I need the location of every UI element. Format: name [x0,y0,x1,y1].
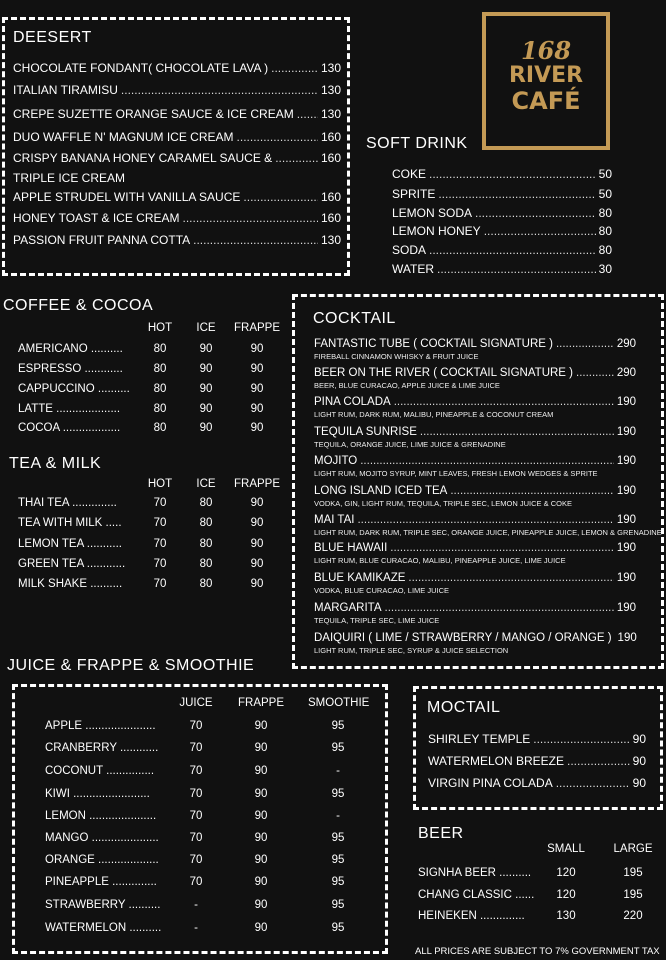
price-cell: 120 [556,867,576,879]
price-cell: 95 [331,922,345,934]
price-cell: 70 [189,876,203,888]
item-name: COKE [392,167,427,181]
leader-dots [556,338,614,350]
item-name: TRIPLE ICE CREAM [13,171,126,185]
price-cell: 90 [254,788,268,800]
dessert-title: DEESERT [13,29,92,46]
price-cell: 70 [189,720,203,732]
leader-dots [429,243,596,257]
tea-item: THAI TEA .............. [18,497,117,509]
soft-drink-item [392,187,612,201]
price-cell: 80 [153,403,167,415]
beer-item: CHANG CLASSIC ...... [418,889,535,901]
price-cell: 80 [199,538,213,550]
price-cell: - [194,899,198,911]
cocktail-item [314,367,636,379]
leader-dots [183,211,318,225]
cocktail-item [314,396,636,408]
cocktail-item [314,455,636,467]
moctail-title: MOCTAIL [427,699,501,716]
juice-item: COCONUT ............... [45,765,155,777]
price-cell: 220 [623,910,643,922]
logo-cafe: CAFÉ [511,87,581,115]
item-name: DAIQUIRI ( LIME / STRAWBERRY / MANGO / ORANGE ) [314,632,612,644]
item-price: 90 [632,732,646,746]
coffee-title: COFFEE & COCOA [3,297,154,314]
item-price: 90 [632,754,646,768]
cocktail-item [314,338,636,350]
item-price: 160 [320,211,341,225]
leader-dots [243,190,318,204]
cocktail-ingredients: LIGHT RUM, TRIPLE SEC, SYRUP & JUICE SELECTION [314,646,509,655]
dessert-item [13,61,341,75]
price-cell: 70 [189,832,203,844]
cocktail-ingredients: LIGHT RUM, MOJITO SYRUP, MINT LEAVES, FRESH LEMON WEDGES & SPRITE [314,469,598,478]
item-name: PINA COLADA [314,396,391,408]
price-cell: 90 [254,922,268,934]
item-price: 50 [598,187,612,201]
price-cell: 90 [254,810,268,822]
item-name: CRISPY BANANA HONEY CARAMEL SAUCE & [13,151,273,165]
item-price: 190 [616,455,636,467]
cocktail-ingredients: FIREBALL CINNAMON WHISKY & FRUIT JUICE [314,352,479,361]
cocktail-ingredients: VODKA, GIN, LIGHT RUM, TEQUILA, TRIPLE SEC, LEMON JUICE & COKE [314,499,572,508]
price-cell: - [194,922,198,934]
price-cell: 80 [153,363,167,375]
soft-drink-item [392,243,612,257]
item-price: 190 [616,572,636,584]
leader-dots [567,754,630,768]
price-cell: 90 [250,538,264,550]
price-cell: 90 [250,383,264,395]
item-name: PASSION FRUIT PANNA COTTA [13,233,191,247]
leader-dots [450,485,613,497]
beer-title: BEER [418,825,464,842]
leader-dots [556,776,630,790]
juice-item: LEMON ..................... [45,810,157,822]
item-price: 80 [598,224,612,238]
leader-dots [385,602,614,614]
item-name: WATERMELON BREEZE [428,754,565,768]
dessert-item [13,233,341,247]
column-header: LARGE [613,843,653,855]
dessert-item [13,83,341,97]
price-cell: 90 [199,343,213,355]
item-name: LONG ISLAND ICED TEA [314,485,448,497]
item-price: 190 [617,632,637,644]
juice-item: CRANBERRY ............ [45,742,159,754]
price-cell: 90 [199,403,213,415]
price-cell: 90 [250,578,264,590]
juice-item: KIWI ........................ [45,788,150,800]
price-cell: 95 [331,832,345,844]
price-cell: 95 [331,788,345,800]
item-price: 290 [616,367,636,379]
leader-dots [408,572,613,584]
item-name: MOJITO [314,455,358,467]
item-price: 130 [320,107,341,121]
price-cell: 80 [199,578,213,590]
item-name: SHIRLEY TEMPLE [428,732,531,746]
item-price: 160 [320,190,341,204]
price-cell: 90 [254,720,268,732]
item-name: LEMON HONEY [392,224,481,238]
price-cell: 70 [189,742,203,754]
price-cell: 90 [250,497,264,509]
item-name: WATER [392,262,434,276]
price-cell: 90 [254,742,268,754]
dessert-item [13,171,341,185]
price-cell: 80 [153,422,167,434]
price-cell: 195 [623,889,643,901]
column-header: FRAPPE [233,322,280,334]
price-cell: 90 [199,422,213,434]
leader-dots [360,455,614,467]
price-cell: 80 [199,517,213,529]
soft-drink-item [392,167,612,181]
leader-dots [394,396,614,408]
price-cell: 70 [153,538,167,550]
column-header: FRAPPE [237,697,284,709]
leader-dots [420,426,614,438]
cocktail-ingredients: LIGHT RUM, DARK RUM, MALIBU, PINEAPPLE & COCONUT CREAM [314,410,554,419]
item-price: 50 [598,167,612,181]
price-cell: 90 [250,422,264,434]
price-cell: 80 [199,497,213,509]
item-name: SPRITE [392,187,436,201]
coffee-item: LATTE .................... [18,403,121,415]
cocktail-ingredients: TEQUILA, ORANGE JUICE, LIME JUICE & GRENADINE [314,440,506,449]
item-price: 160 [320,151,341,165]
cocktail-ingredients: TEQUILA, TRIPLE SEC, LIME JUICE [314,616,440,625]
cocktail-item [314,542,636,554]
tea-title: TEA & MILK [9,455,102,472]
price-cell: 90 [250,517,264,529]
price-cell: 80 [153,383,167,395]
juice-item: PINEAPPLE .............. [45,876,157,888]
leader-dots [275,151,318,165]
price-cell: 90 [254,876,268,888]
price-cell: 95 [331,720,345,732]
item-name: ITALIAN TIRAMISU [13,83,118,97]
price-cell: - [336,810,340,822]
moctail-item [428,732,646,746]
price-cell: 90 [254,765,268,777]
leader-dots [271,61,318,75]
coffee-item: ESPRESSO ............ [18,363,123,375]
item-price: 160 [320,130,341,144]
item-name: SODA [392,243,427,257]
price-cell: 70 [189,788,203,800]
item-name: LEMON SODA [392,206,473,220]
price-cell: 90 [254,832,268,844]
price-cell: - [336,765,340,777]
price-cell: 70 [189,765,203,777]
price-cell: 90 [250,403,264,415]
cocktail-ingredients: BEER, BLUE CURACAO, APPLE JUICE & LIME JUICE [314,381,500,390]
leader-dots [533,732,629,746]
leader-dots [121,83,318,97]
leader-dots [357,514,613,526]
logo-river: RIVER [508,63,584,88]
cocktail-item [314,632,636,644]
item-name: APPLE STRUDEL WITH VANILLA SAUCE [13,190,241,204]
column-header: SMALL [547,843,585,855]
item-price: 30 [598,262,612,276]
coffee-item: CAPPUCCINO .......... [18,383,130,395]
item-name: BLUE KAMIKAZE [314,572,406,584]
item-price: 80 [598,206,612,220]
coffee-item: COCOA .................. [18,422,121,434]
cocktail-ingredients: LIGHT RUM, BLUE CURACAO, MALIBU, PINEAPPLE JUICE, LIME JUICE [314,556,566,565]
leader-dots [576,367,614,379]
juice-item: MANGO ..................... [45,832,159,844]
soft-drink-item [392,206,612,220]
price-cell: 195 [623,867,643,879]
leader-dots [484,224,596,238]
price-cell: 70 [189,810,203,822]
juice-item: APPLE ...................... [45,720,156,732]
dessert-item [13,190,341,204]
item-price: 290 [616,338,636,350]
soft-drink-title: SOFT DRINK [366,135,468,152]
cocktail-item [314,602,636,614]
cafe-logo [482,12,610,150]
column-header: JUICE [179,697,213,709]
juice-item: ORANGE ................... [45,854,159,866]
leader-dots [475,206,596,220]
juice-item: STRAWBERRY .......... [45,899,161,911]
cocktail-ingredients: VODKA, BLUE CURACAO, LIME JUICE [314,586,450,595]
dessert-item [13,211,341,225]
item-name: TEQUILA SUNRISE [314,426,417,438]
leader-dots [237,130,318,144]
price-cell: 90 [250,558,264,570]
price-cell: 90 [250,363,264,375]
price-cell: 80 [199,558,213,570]
price-cell: 90 [250,343,264,355]
juice-item: WATERMELON .......... [45,922,162,934]
cocktail-item [314,514,636,526]
beer-item: HEINEKEN .............. [418,910,525,922]
column-header: HOT [147,322,173,334]
item-price: 80 [598,243,612,257]
logo-number: 168 [520,36,572,65]
beer-item: SIGNHA BEER .......... [418,867,532,879]
tea-item: GREEN TEA ............ [18,558,126,570]
leader-dots [390,542,614,554]
price-cell: 95 [331,854,345,866]
leader-dots [193,233,318,247]
cocktail-item [314,485,636,497]
dessert-item [13,151,341,165]
item-price: 130 [320,83,341,97]
price-cell: 130 [556,910,576,922]
moctail-item [428,754,646,768]
column-header: SMOOTHIE [308,697,370,709]
cocktail-item [314,426,636,438]
item-price: 190 [616,426,636,438]
price-cell: 70 [153,517,167,529]
item-price: 130 [320,233,341,247]
price-cell: 70 [153,558,167,570]
item-name: FANTASTIC TUBE ( COCKTAIL SIGNATURE ) [314,338,553,350]
dessert-item [13,130,341,144]
item-price: 190 [616,485,636,497]
price-cell: 90 [199,363,213,375]
item-name: CREPE SUZETTE ORANGE SAUCE & ICE CREAM [13,107,294,121]
price-cell: 95 [331,742,345,754]
soft-drink-item [392,262,612,276]
soft-drink-item [392,224,612,238]
tea-item: MILK SHAKE .......... [18,578,123,590]
column-header: ICE [196,322,216,334]
moctail-item [428,776,646,790]
price-cell: 120 [556,889,576,901]
item-name: MARGARITA [314,602,382,614]
price-cell: 80 [153,343,167,355]
price-cell: 90 [254,854,268,866]
cocktail-item [314,572,636,584]
price-cell: 90 [199,383,213,395]
item-price: 190 [616,514,636,526]
column-header: FRAPPE [233,478,280,490]
coffee-item: AMERICANO .......... [18,343,123,355]
item-name: HONEY TOAST & ICE CREAM [13,211,180,225]
cocktail-title: COCKTAIL [313,310,396,327]
item-price: 90 [632,776,646,790]
leader-dots [437,262,596,276]
item-name: MAI TAI [314,514,355,526]
item-price: 190 [616,396,636,408]
item-price: 190 [616,542,636,554]
leader-dots [297,107,318,121]
price-cell: 70 [189,854,203,866]
price-cell: 95 [331,876,345,888]
item-name: VIRGIN PINA COLADA [428,776,553,790]
column-header: ICE [196,478,216,490]
item-name: BEER ON THE RIVER ( COCKTAIL SIGNATURE ) [314,367,573,379]
dessert-item [13,107,341,121]
leader-dots [438,187,595,201]
item-price: 130 [320,61,341,75]
item-price: 190 [616,602,636,614]
item-name: CHOCOLATE FONDANT( CHOCOLATE LAVA ) [13,61,269,75]
tax-note: ALL PRICES ARE SUBJECT TO 7% GOVERNMENT TAX [415,946,660,957]
cocktail-ingredients: LIGHT RUM, DARK RUM, TRIPLE SEC, ORANGE JUICE, PINEAPPLE JUICE, LEMON & GRENADINE [314,528,662,537]
juice-title: JUICE & FRAPPE & SMOOTHIE [7,657,255,674]
tea-item: TEA WITH MILK ..... [18,517,122,529]
column-header: HOT [147,478,173,490]
item-name: DUO WAFFLE N' MAGNUM ICE CREAM [13,130,234,144]
price-cell: 70 [153,578,167,590]
price-cell: 90 [254,899,268,911]
leader-dots [429,167,596,181]
tea-item: LEMON TEA ........... [18,538,122,550]
price-cell: 95 [331,899,345,911]
item-name: BLUE HAWAII [314,542,388,554]
price-cell: 70 [153,497,167,509]
